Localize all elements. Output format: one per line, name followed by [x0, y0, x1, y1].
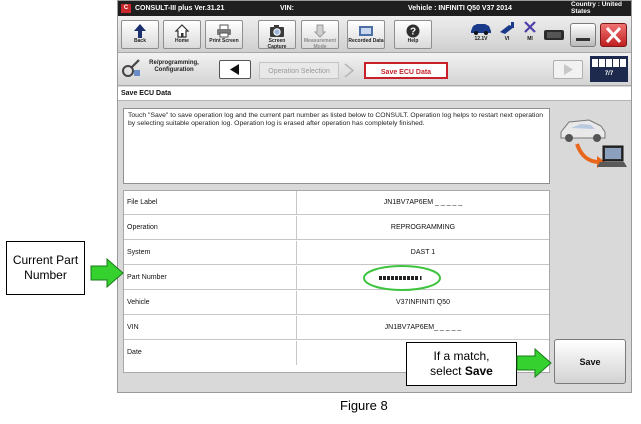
- screen-capture-label: Screen Capture: [267, 38, 287, 50]
- reprogramming-icon: [120, 57, 142, 79]
- row-key: Operation: [127, 224, 158, 231]
- table-row: [124, 266, 549, 290]
- row-key: File Label: [127, 199, 158, 206]
- help-label: Help: [407, 38, 419, 44]
- home-label: Home: [175, 38, 189, 44]
- battery-status: [468, 20, 494, 42]
- car-icon: [469, 20, 493, 36]
- screen-capture-button[interactable]: [258, 20, 296, 49]
- recorded-data-button[interactable]: [347, 20, 385, 49]
- minimize-button[interactable]: [570, 23, 596, 47]
- instruction-message: Touch "Save" to save operation log and the current part number as listed below to CONSULT. Operation log helps to restart next operation by selecting suitable operation log. Operation log is erased after operation has completely finished.: [123, 108, 550, 184]
- triangle-left-icon: [220, 61, 250, 78]
- consult-screen: [117, 0, 632, 393]
- connection-status-icon: [542, 28, 566, 42]
- crumb-save-ecu-data[interactable]: Save ECU Data: [364, 62, 448, 79]
- home-icon: [174, 23, 190, 39]
- back-label: Back: [134, 38, 146, 44]
- mi-x-icon: [521, 20, 539, 36]
- svg-text:?: ?: [409, 26, 417, 38]
- row-key: System: [127, 249, 151, 256]
- row-key: Date: [127, 349, 142, 356]
- green-arrow-right-icon: [90, 258, 124, 288]
- nav-back-button[interactable]: [219, 60, 251, 79]
- callout-save-word: Save: [464, 364, 493, 378]
- figure-caption: Figure 8: [340, 398, 388, 413]
- vehicle-label: Vehicle : INFINITI Q50 V37 2014: [408, 5, 512, 12]
- printer-icon: [215, 23, 233, 39]
- crumb-chevron-icon: [341, 63, 361, 78]
- navigation-bar: [118, 53, 631, 86]
- row-key: Vehicle: [127, 299, 150, 306]
- measurement-icon: [312, 23, 328, 39]
- battery-voltage: 12.1V: [474, 36, 488, 42]
- row-value: DAST 1: [410, 249, 436, 256]
- table-row: [124, 291, 549, 315]
- page-bars-icon: [590, 59, 628, 67]
- callout-line2-prefix: select: [430, 364, 465, 378]
- help-button[interactable]: [394, 20, 432, 49]
- back-button[interactable]: [121, 20, 159, 49]
- print-screen-button[interactable]: [205, 20, 243, 49]
- close-x-icon: [601, 24, 626, 46]
- reprogramming-label: Re/programming, Configuration: [149, 60, 199, 73]
- home-button[interactable]: [163, 20, 201, 49]
- page-number: 7/7: [604, 71, 614, 77]
- app-title: CONSULT-III plus Ver.31.21: [135, 5, 225, 12]
- table-row: [124, 316, 549, 340]
- mi-status: [520, 20, 540, 42]
- save-button[interactable]: Save: [554, 339, 626, 384]
- close-button[interactable]: [600, 23, 627, 47]
- callout-line1: If a match,: [433, 349, 490, 363]
- row-value: JN1BV7AP6EM _ _ _ _ _: [383, 199, 463, 206]
- row-value: JN1BV7AP6EM_ _ _ _ _: [384, 324, 462, 331]
- row-key: VIN: [127, 324, 139, 331]
- nav-forward-button[interactable]: [553, 60, 583, 79]
- callout-if-match: [406, 342, 517, 386]
- table-row: [124, 216, 549, 240]
- row-value: REPROGRAMMING: [390, 224, 456, 231]
- camera-icon: [268, 23, 286, 39]
- page-indicator: [590, 56, 628, 82]
- vi-label: VI: [504, 36, 510, 42]
- vi-status: [496, 20, 518, 42]
- triangle-right-icon: [554, 61, 582, 78]
- toolbar: [118, 16, 631, 53]
- row-key: Part Number: [127, 274, 167, 281]
- measurement-mode-label: Measurement Mode: [303, 38, 337, 50]
- crumb-operation-selection[interactable]: Operation Selection: [259, 62, 339, 79]
- measurement-mode-button[interactable]: [301, 20, 339, 49]
- row-value: V37INFINITI Q50: [395, 299, 451, 306]
- mi-label: MI: [527, 36, 533, 42]
- help-icon: [405, 23, 421, 39]
- car-to-laptop-icon: [555, 112, 627, 178]
- screen-title: Save ECU Data: [118, 87, 631, 101]
- recorded-data-icon: [357, 23, 375, 39]
- consult-logo-icon: C: [121, 4, 131, 13]
- back-arrow-icon: [133, 23, 147, 39]
- table-row: [124, 191, 549, 215]
- green-arrow-right-icon: [516, 348, 552, 378]
- table-row: [124, 241, 549, 265]
- callout-current-part-number: Current Part Number: [6, 241, 85, 295]
- country-label: Country : United States: [571, 1, 622, 15]
- highlight-ellipse-icon: [362, 263, 442, 293]
- recorded-data-label: Recorded Data: [348, 38, 384, 44]
- print-screen-label: Print Screen: [209, 38, 239, 44]
- vin-label: VIN:: [280, 5, 294, 12]
- title-bar: [118, 1, 631, 16]
- vi-icon: [497, 20, 517, 36]
